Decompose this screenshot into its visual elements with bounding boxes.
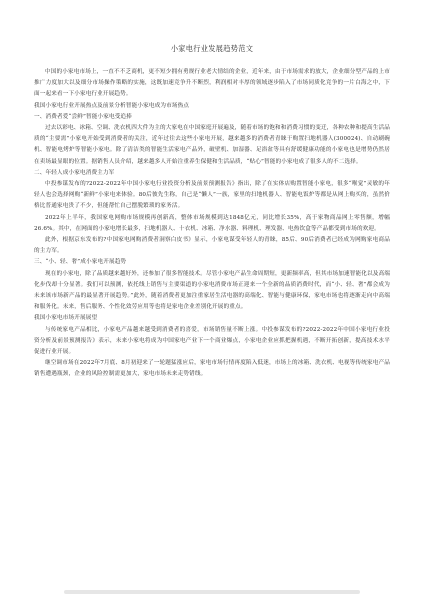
section-heading: 三、“小、轻、奢”成小家电开展趋势 [34, 259, 127, 266]
section-heading: 一、消费者爱“尝鲜”智能小家电受追捧 [34, 113, 132, 120]
document-body [34, 67, 390, 381]
body-paragraph: 现在的小家电，除了品质越来越好外，还参加了很多智能技术。尽管小家电产品生命周期短，更新频率高，但其市场加速智能化以及高端化步伐却十分显著。我们可以预测，依托线上销售与主要渠道的小家电消费市场正迎来一个全新的品质消费时代，而“小、轻、奢”都会成为未来该市场新产品的最显著开展趋势。”此外，随着消费者更加注重家居生活电器的高端化、智能与健康环保，家电市场也将逐渐走向中高端和服务化。未来，售后服务、个性化效劳应用等也将是家电企业差别化开展的重点。 [34, 270, 390, 311]
body-paragraph: 中投参谋发布的?2022-2022年中国小家电行业投资分析及前景预测报告》指出，除了在实体店购置智能小家电，很多“喉觉”灵敏的年轻人也会选择网购“新鲜”小家电来体验。80后彼先生称，自己是“懒人”一族，家里的扫地机器人、智能电饭炉等都是从网上购买的，虽然价格比普通家电贵了不少，但能帮忙自己摆脱繁琐的家务活。 [34, 181, 390, 210]
body-paragraph: 过去以彩电、冰箱、空调、洗衣机四大件为主的大家电在中国家庭开展遍及，随着市场的饱和和消费习惯的变迁，各种农种和提高生活品质的“主要需”小家电开始受到消费者的关注，近年过往去这些小家电开展，越来越多的消费者青睐于购置扫地机器人(300024)、自动刷碗机、智能电烤炉等智能小家电。除了清洁类的智能生活家电产品外，破壁机、加湿器、足浴盆等具有舒缓健康功能的小家电也是增势仍然居在卖场最显眼的位置。据销售人员介绍，越来越多人开始注重养生保健和生活品质，“贴心”智能的小家电成了很多人的不二选择。 [34, 125, 390, 165]
document-title: 小家电行业发展趋势范文 [170, 44, 254, 53]
body-paragraph: 与传统家电产品相比，小家电产品越来越受到消费者的喜爱，市场销售量不断上涨。中投参谋发布的?2022-2022年中国小家电行业投资分析及前景预测报告》表示，未来小家电将成为中国家电产业下一个商业爆点，小家电企业应抓把握机遇，不断开拓创新，提高技术水平促进行业开展。 [34, 326, 390, 356]
body-paragraph: 中国的小家电市场上，一直不不乏商机，更不短少拥有勇规行业老大情结的企业，近年来，由于市场需求的放大，企业细分型产品的上市推广力度加大以及细分市场操作策略的实施，这既加速竞争升不断烈，利润相对丰厚的领域逐步陷入了市场同质化竞争的一片白海之中，下面一起来看一下小家电行业开展趋势。 [34, 69, 390, 98]
section-heading: 我国小家电行业开展热点及前景分析智能小家电成为市场热点 [34, 102, 190, 109]
body-paragraph: 2022年上半年，我国家电网购市场规模再创新高，整体市场规模到达1848亿元，同比增长35%，高于家物商品网上零售额，增幅26.6%。其中，在网面的小家电增长最多，扫地机器人、十衣机、冰箱、净水器、料理机、理发器、电热饮盒等产品都受到市场的欢迎。 [34, 214, 390, 232]
horizontal-scrollbar[interactable] [64, 590, 360, 594]
body-paragraph: 继空调市场在2022年7月底、8月初迎来了一轮题猛涨应后，家电市场行情再度陷入低迷，市场上的冰箱、洗衣机、电视等传统家电产品销售遭遇瓶颈，企业的风险控制需更加大，家电市场未来走势错线。 [34, 360, 390, 378]
body-paragraph: 此外，根据京东发布的?中国家电网购消费者洞察白皮书》显示，小家电谋受年轻人的青睐，85后、90后消费者已经成为网购家电商品的主力军。 [34, 237, 390, 255]
section-heading: 二、年轻人成小家电消费主力军 [34, 169, 115, 176]
section-heading: 我国小家电市场开展展望 [34, 315, 98, 322]
